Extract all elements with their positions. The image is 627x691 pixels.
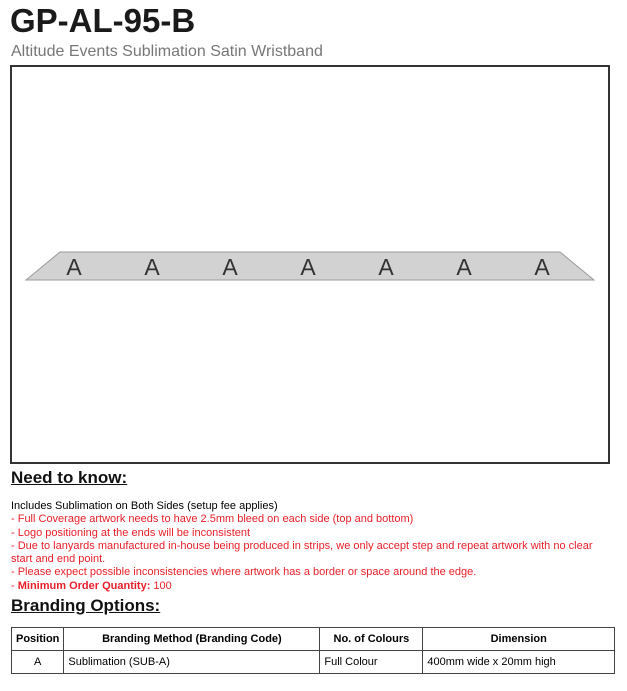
min-order-note (11, 580, 616, 593)
table-header-row (12, 628, 615, 651)
note-item: - Please expect possible inconsistencies where artwork has a border or space around the edge. (11, 566, 477, 579)
min-order-value: 100 (150, 579, 172, 592)
cell-dimension: 400mm wide x 20mm high (423, 651, 615, 674)
cell-colours: Full Colour (320, 651, 423, 674)
position-label-a: A (456, 254, 472, 280)
table-row (12, 651, 615, 674)
header-branding-method: Branding Method (Branding Code) (64, 628, 320, 651)
wristband-illustration (12, 67, 608, 462)
position-label-a: A (300, 254, 316, 280)
note-item: - Full Coverage artwork needs to have 2.5mm bleed on each side (top and bottom) (11, 513, 414, 526)
note-item: - Due to lanyards manufactured in-house being produced in strips, we only accept step and repeat artwork with no clear start and end point. (11, 539, 593, 566)
product-code: GP-AL-95-B (10, 2, 196, 39)
header-colours: No. of Colours (320, 628, 423, 651)
min-order-prefix: - (11, 579, 18, 592)
cell-position: A (12, 651, 64, 674)
need-to-know-notes (11, 500, 616, 593)
header-position: Position (12, 628, 64, 651)
cell-branding-method: Sublimation (SUB-A) (64, 651, 320, 674)
position-label-a: A (534, 254, 550, 280)
position-label-a: A (144, 254, 160, 280)
product-preview (10, 65, 610, 464)
position-label-a: A (66, 254, 82, 280)
header-dimension: Dimension (423, 628, 615, 651)
product-title: Altitude Events Sublimation Satin Wristband (11, 43, 323, 60)
need-to-know-heading: Need to know: (11, 468, 128, 487)
position-label-a: A (378, 254, 394, 280)
note-item: - Logo positioning at the ends will be inconsistent (11, 526, 251, 539)
position-label-a: A (222, 254, 238, 280)
note-intro: Includes Sublimation on Both Sides (setup fee applies) (11, 500, 278, 512)
min-order-label: Minimum Order Quantity: (17, 579, 151, 592)
branding-options-heading: Branding Options: (11, 596, 161, 615)
branding-table (11, 627, 615, 674)
